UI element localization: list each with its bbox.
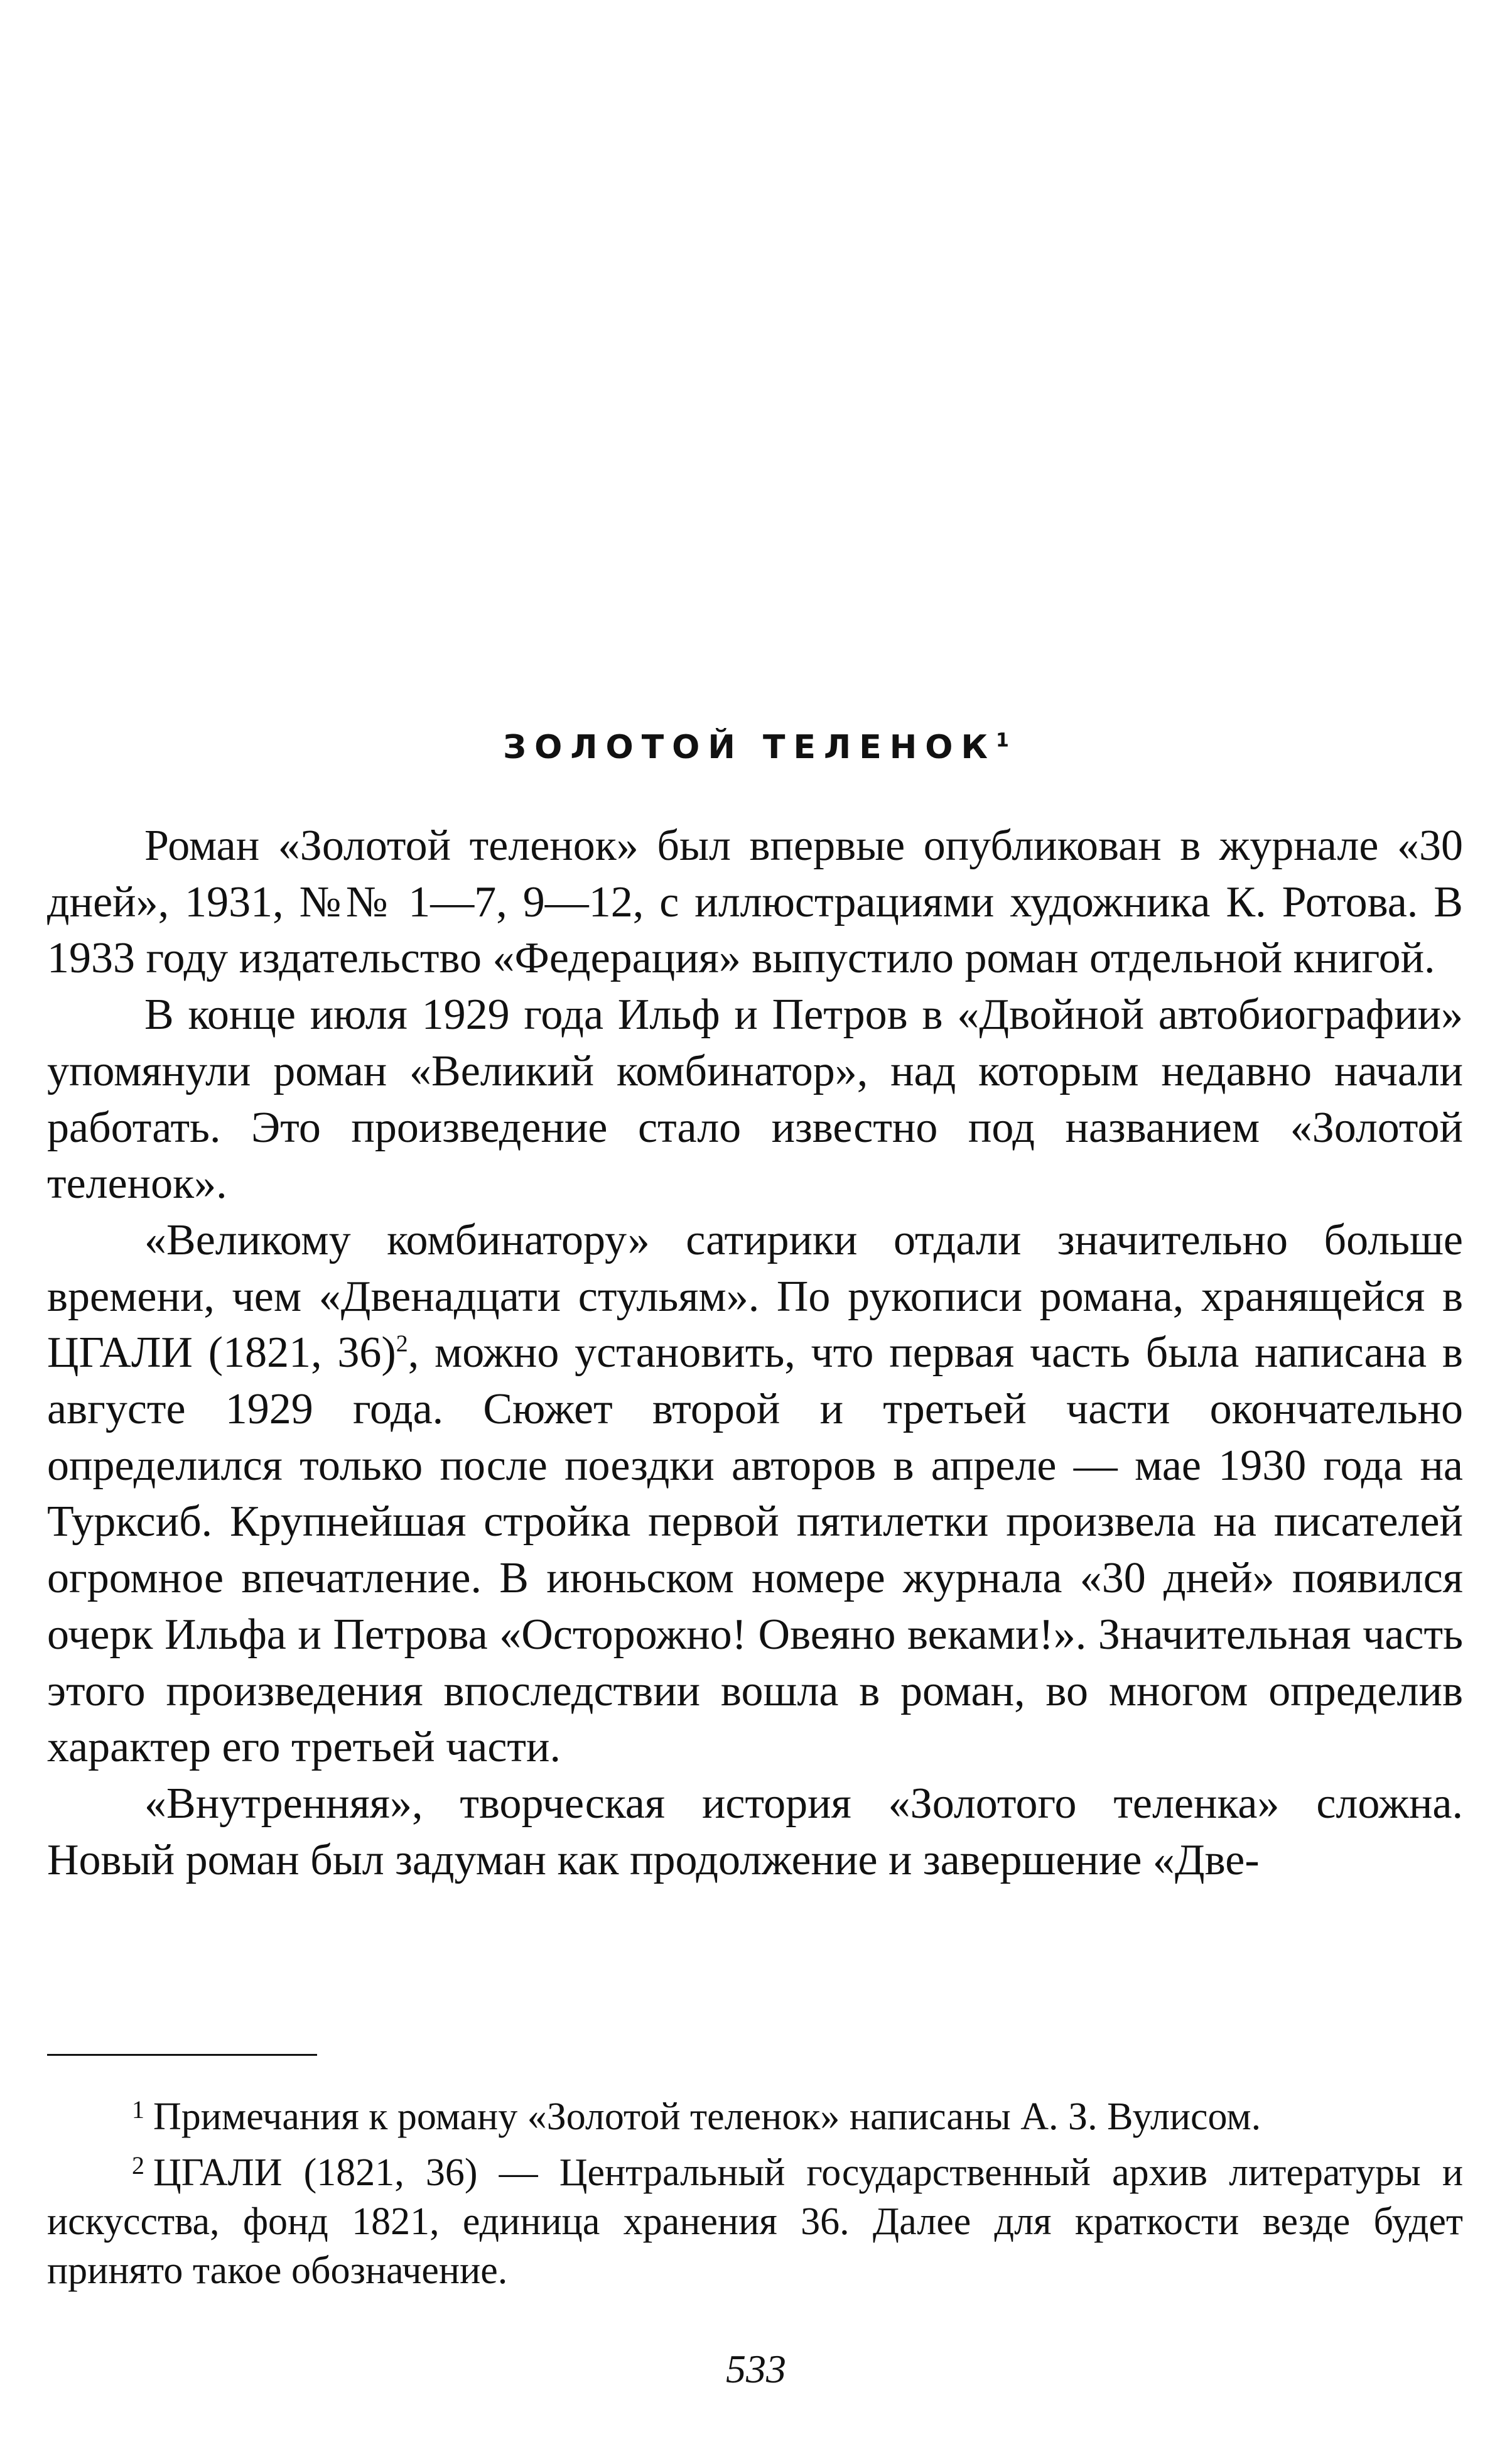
footnote-ref-1: 1	[995, 729, 1009, 752]
footnote-2	[47, 2141, 1463, 2295]
paragraph-4: «Внутренняя», творческая история «Золотого теленка» сложна. Новый роман был задуман как продолжение и завершение «Две-	[47, 1779, 1463, 1884]
paragraph-2: В конце июля 1929 года Ильф и Петров в «Двойной автобиографии» упомянули роман «Великий комбинатор», над которым недавно начали работать. Это произведение стало известно под названием «Золотой теленок».	[47, 991, 1463, 1208]
main-text	[47, 818, 1463, 1888]
footnote-2-mark: 2	[132, 2151, 144, 2180]
paragraph-3	[47, 1212, 1463, 1776]
footnote-1	[47, 2085, 1463, 2141]
footnote-1-mark: 1	[132, 2095, 144, 2124]
chapter-title-text: ЗОЛОТОЙ ТЕЛЕНОК	[503, 729, 996, 766]
paragraph-3-part-1: «Великому комбинатору» сатирики отдали значительно больше времени, чем «Двенадцати стульям». По рукописи романа, хранящейся в ЦГАЛИ (1821, 36)	[47, 1215, 1463, 1377]
paragraph-1: Роман «Золотой теленок» был впервые опубликован в журнале «30 дней», 1931, №№ 1—7, 9—12, с иллюстрациями художника К. Ротова. В 1933 году издательство «Федерация» выпустило роман отдельной книгой.	[47, 822, 1463, 983]
chapter-title	[0, 729, 1512, 766]
footnote-1-text: Примечания к роману «Золотой теленок» написаны А. З. Вулисом.	[153, 2095, 1261, 2138]
footnote-2-text: ЦГАЛИ (1821, 36) — Центральный государственный архив литературы и искусства, фонд 1821, единица хранения 36. Далее для краткости везде будет принято такое обозначение.	[47, 2151, 1463, 2292]
footnote-ref-2: 2	[396, 1331, 408, 1357]
page-number: 533	[726, 2347, 786, 2391]
footnote-divider	[47, 2054, 317, 2056]
paragraph-3-part-2: , можно установить, что первая часть была написана в августе 1929 года. Сюжет второй и третьей части окончательно определился только после поездки авторов в апреле — мае 1930 года на Турксиб. Крупнейшая стройка первой пятилетки произвела на писателей огромное впечатление. В июньском номере журнала «30 дней» появился очерк Ильфа и Петрова «Осторожно! Овеяно веками!». Значительная часть этого произведения впоследствии вошла в роман, во многом определив характер его третьей части.	[47, 1328, 1463, 1772]
footnotes	[47, 2085, 1463, 2295]
